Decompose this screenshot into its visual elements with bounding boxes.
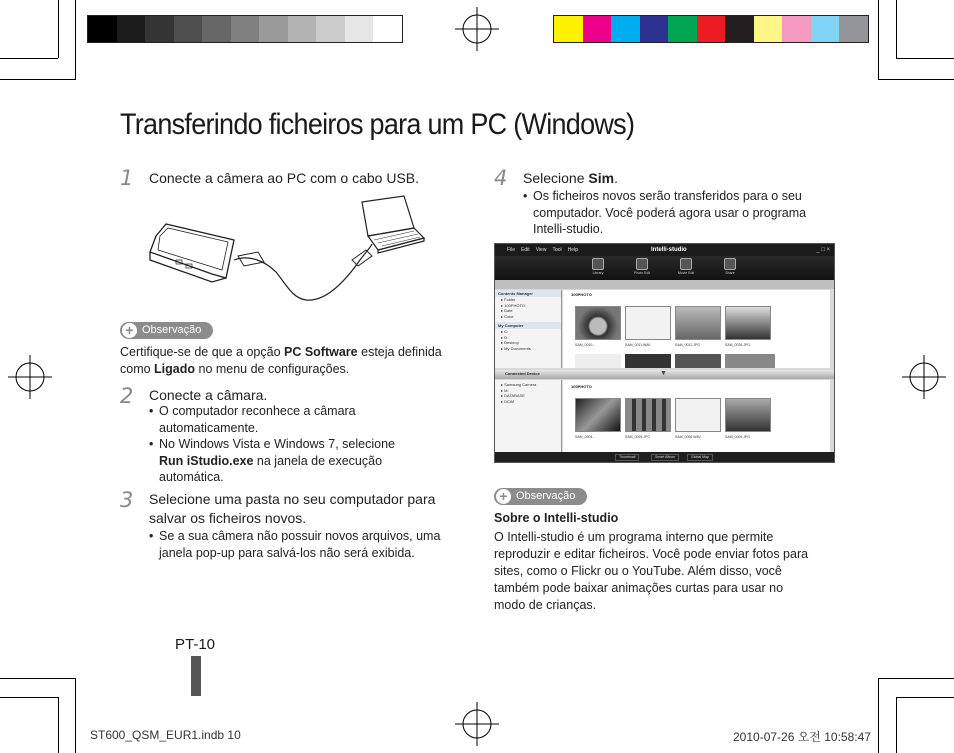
color-swatch [782,16,811,42]
app-sidebar-bottom [495,380,562,453]
thumbnail-row-partial [575,354,775,368]
step-2-number: 2 [120,384,134,408]
app-nav-bar [495,280,834,289]
note-text-right [494,529,834,614]
crop-mark [896,697,954,698]
app-view-tab[interactable]: Smart Album [651,454,679,461]
crop-mark [878,678,954,679]
color-swatch [345,16,374,42]
note-badge-label: Observação [142,324,202,336]
bullet-text: O computador reconhece a câmara [159,404,356,418]
crop-mark [0,678,76,679]
note-line: reproduzir e editar ficheiros. Você pode enviar fotos para [494,547,809,561]
thumbnail [625,398,671,432]
sidebar-item[interactable]: ▸ Desktop [501,340,519,345]
note-line: O Intelli-studio é um programa interno que permite [494,530,774,544]
sidebar-title: My Computer [495,322,561,329]
note-badge-right [494,488,587,505]
note-badge-label: Observação [516,490,576,502]
bullet-text: Os ficheiros novos serão transferidos para o seu [533,189,802,203]
thumbnail [725,398,771,432]
app-sidebar-top [495,290,562,368]
window-controls: _ □ × [816,247,830,253]
app-view-tab[interactable]: Global Map [687,454,713,461]
registration-mark-icon [455,7,499,51]
app-main-bottom [563,380,830,453]
sidebar-item[interactable]: ▸ Samsung Camera [501,382,537,387]
bullet-text: janela pop-up para salvá-los não será exibida. [159,545,415,560]
color-swatch [231,16,260,42]
step-4-bullets: • Os ficheiros novos serão transferidos para o seu computador. Você poderá agora usar o programa Intelli-studio. [523,188,843,238]
crop-mark [878,0,879,80]
thumbnail-caption: SAM_0005.JPG [625,435,651,439]
bullet-text: automática. [159,470,224,484]
crop-mark [58,697,59,753]
toolbar-label: Movie Edit [677,271,695,275]
registration-mark-icon [455,702,499,746]
color-swatch [811,16,840,42]
thumbnail [575,398,621,432]
bullet-text: Se a sua câmera não possuir novos arquivos, uma [159,529,441,543]
crop-mark [878,678,879,753]
app-toolbar-button[interactable] [715,258,745,275]
app-view-tab[interactable]: Thumbnail [615,454,639,461]
thumbnail [675,398,721,432]
crop-mark [896,58,954,59]
thumbnail-caption: SAM_0011.WAV [625,343,651,347]
color-swatch [373,16,402,42]
note-line: modo de crianças. [494,598,597,612]
step-3-bullets: • Se a sua câmera não possuir novos arquivos, uma janela pop-up para salvá-los não será exibida. [149,528,469,561]
crop-mark [75,678,76,753]
sidebar-item[interactable]: ▸ C: [501,329,509,334]
sidebar-item[interactable]: ▸ M: [501,387,509,393]
sidebar-item[interactable]: ▸ 100PHOTO [501,302,525,308]
registration-mark-icon [902,355,946,399]
sidebar-list [495,329,561,351]
color-swatch [754,16,783,42]
step-2-text: Conecte a câmara. [149,387,268,403]
sidebar-item[interactable]: ▸ DCIM [501,398,515,404]
thumbnail-caption: SAM_0010... [575,343,596,347]
color-swatch [202,16,231,42]
step-1-text: Conecte a câmera ao PC com o cabo USB. [149,170,420,186]
sidebar-item[interactable]: ▸ Date [501,308,513,313]
bullet-text: automaticamente. [159,420,259,435]
color-swatch [259,16,288,42]
note-text: como [120,362,155,376]
sidebar-list [495,297,561,319]
step-3-number: 3 [120,488,134,512]
color-swatch [174,16,203,42]
app-menu-item[interactable]: Help [567,247,578,253]
app-toolbar-button[interactable] [627,258,657,275]
bullet-text: na janela de execução [253,453,383,468]
step-text: Selecione [523,170,589,186]
app-menu-item[interactable]: View [535,247,547,253]
connected-device-bar [495,370,834,379]
crop-mark [0,79,76,80]
toolbar-icon [724,258,736,270]
print-footer-file: ST600_QSM_EUR1.indb 10 [90,728,241,742]
note-heading-right: Sobre o Intelli-studio [494,511,619,525]
crop-mark [0,58,58,59]
app-toolbar-button[interactable] [671,258,701,275]
step-text: . [614,170,618,186]
sidebar-title: Contents Manager [495,290,561,297]
sidebar-item[interactable]: ▸ Folder [501,297,516,302]
connected-device-label: Connected Device [505,371,540,376]
color-swatch [583,16,612,42]
note-bold: Ligado [154,362,196,376]
app-menu [507,244,584,256]
color-swatch [640,16,669,42]
page-number-bar [191,656,201,696]
process-swatch-strip [553,15,869,43]
crop-mark [896,697,897,753]
color-swatch [839,16,868,42]
color-swatch [725,16,754,42]
toolbar-icon [636,258,648,270]
color-swatch [288,16,317,42]
intelli-studio-screenshot [494,243,835,463]
note-line: também pode baixar animações curtas para usar no [494,581,784,595]
app-name: Intelli-studio [651,247,687,253]
color-swatch [88,16,117,42]
app-menu-item[interactable]: File [507,247,516,253]
page-number: PT-10 [175,636,216,653]
color-swatch [611,16,640,42]
toolbar-icon [592,258,604,270]
note-text: no menu de configurações. [195,362,350,376]
bullet-text: No Windows Vista e Windows 7, selecione [159,437,395,451]
app-menu-item[interactable]: Edit [521,247,530,253]
crop-mark [878,79,954,80]
thumbnail [625,306,671,340]
app-titlebar [495,244,834,256]
bullet-text: computador. Você poderá agora usar o programa [533,205,807,220]
plus-icon: + [496,489,511,504]
toolbar-icon [680,258,692,270]
crop-mark [0,697,58,698]
print-footer-date: 2010-07-26 오전 10:58:47 [733,730,871,744]
crop-mark [75,0,76,80]
bullet-text: Intelli-studio. [533,222,604,236]
page-title: Transferindo ficheiros para um PC (Windows) [120,108,635,141]
camera-usb-laptop-illustration [146,194,426,312]
note-badge-left [120,322,213,339]
crop-mark [896,0,897,58]
bullet-bold: Run iStudio.exe [159,453,254,468]
thumbnail [675,306,721,340]
toolbar-label: Library [592,271,604,275]
color-swatch [145,16,174,42]
app-toolbar [495,256,834,280]
thumbnail-caption: SAM_0004... [575,435,596,439]
app-main-top [563,290,830,368]
sidebar-item[interactable]: ▸ D: [501,334,509,340]
note-text: Certifique-se de que a opção [120,345,284,359]
step-text-line: Selecione uma pasta no seu computador para [149,491,436,507]
sidebar-item[interactable]: ▸ DATABASE [501,393,525,398]
plus-icon: + [122,323,137,338]
app-menu-item[interactable]: Tool [552,247,562,253]
note-text: esteja definida [357,345,442,359]
note-bold: PC Software [284,345,358,359]
app-toolbar-button[interactable] [583,258,613,275]
color-swatch [316,16,345,42]
toolbar-label: Photo Edit [633,271,651,275]
color-swatch [697,16,726,42]
note-line: sites, como o Flickr ou o YouTube. Além disso, você [494,564,782,578]
folder-label: 100PHOTO [571,384,592,389]
step-2-bullets: • O computador reconhece a câmara automaticamente. • No Windows Vista e Windows 7, selecione Run iStudio.exe na janela de execução automática. [149,403,469,486]
step-bold: Sim [588,170,615,186]
step-4-text [523,169,618,188]
thumbnail [575,306,621,340]
step-3-text [149,490,469,528]
toolbar-label: Share [725,271,735,275]
thumbnail-caption: SAM_0026.JPG [725,343,751,347]
note-text-left [120,344,460,378]
sidebar-item[interactable]: ▸ My Documents [501,345,531,351]
gray-swatch-strip [87,15,403,43]
color-swatch [554,16,583,42]
app-bottom-bar [495,452,834,462]
chevron-down-icon: ▼ [660,370,667,377]
thumbnail-caption: SAM_0009.JPG [725,435,751,439]
color-swatch [117,16,146,42]
sidebar-item[interactable]: ▸ Color [501,313,514,319]
thumbnail-caption: SAM_0012.JPG [675,343,701,347]
thumbnail [725,306,771,340]
sidebar-list [495,380,561,404]
crop-mark [58,0,59,58]
step-1-number: 1 [120,166,134,190]
folder-label: 100PHOTO [571,292,592,297]
color-swatch [668,16,697,42]
registration-mark-icon [8,355,52,399]
thumbnail-caption: SAM_0006.WAV [675,435,701,439]
step-text-line: salvar os ficheiros novos. [149,510,307,526]
step-4-number: 4 [494,166,508,190]
